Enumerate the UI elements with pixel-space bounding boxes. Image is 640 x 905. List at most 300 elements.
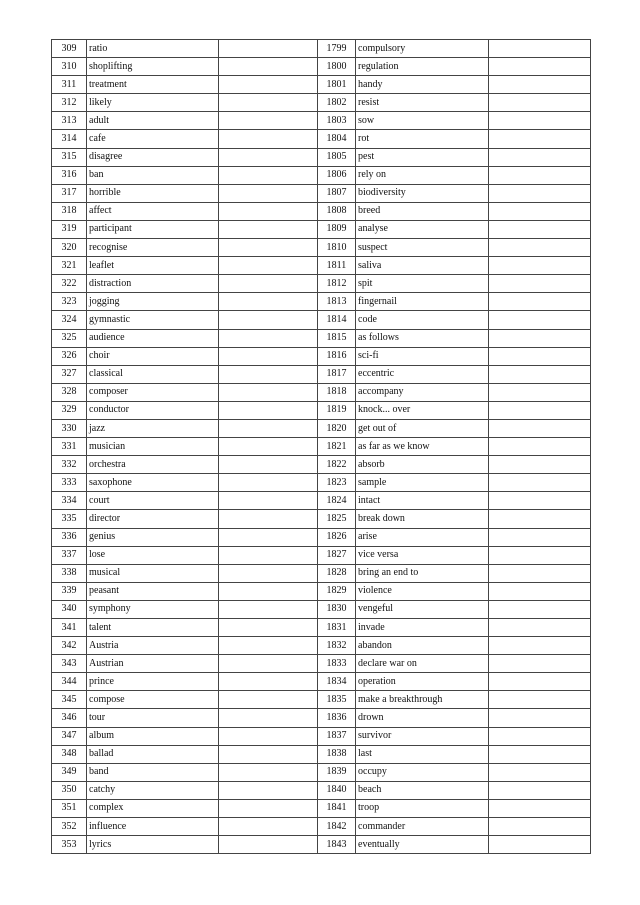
table-row xyxy=(52,619,591,637)
right-word-cell: eccentric xyxy=(356,365,489,383)
left-blank-cell xyxy=(219,130,318,148)
left-number-cell: 330 xyxy=(52,419,87,437)
table-row xyxy=(52,365,591,383)
right-blank-cell xyxy=(489,691,591,709)
right-word-cell: abandon xyxy=(356,637,489,655)
table-row xyxy=(52,383,591,401)
left-number-cell: 309 xyxy=(52,40,87,58)
left-number-cell: 341 xyxy=(52,619,87,637)
right-word-cell: code xyxy=(356,311,489,329)
left-blank-cell xyxy=(219,293,318,311)
table-row xyxy=(52,799,591,817)
table-row xyxy=(52,94,591,112)
right-blank-cell xyxy=(489,148,591,166)
right-word-cell: sow xyxy=(356,112,489,130)
left-number-cell: 331 xyxy=(52,438,87,456)
right-word-cell: occupy xyxy=(356,763,489,781)
left-word-cell: lose xyxy=(87,546,219,564)
right-number-cell: 1818 xyxy=(318,383,356,401)
right-blank-cell xyxy=(489,745,591,763)
right-blank-cell xyxy=(489,329,591,347)
left-blank-cell xyxy=(219,383,318,401)
left-word-cell: disagree xyxy=(87,148,219,166)
right-number-cell: 1833 xyxy=(318,655,356,673)
right-number-cell: 1827 xyxy=(318,546,356,564)
right-number-cell: 1823 xyxy=(318,474,356,492)
left-number-cell: 342 xyxy=(52,637,87,655)
left-blank-cell xyxy=(219,836,318,854)
table-row xyxy=(52,293,591,311)
left-blank-cell xyxy=(219,745,318,763)
left-number-cell: 326 xyxy=(52,347,87,365)
vocabulary-table xyxy=(51,39,591,854)
right-word-cell: accompany xyxy=(356,383,489,401)
right-number-cell: 1826 xyxy=(318,528,356,546)
left-blank-cell xyxy=(219,727,318,745)
left-word-cell: symphony xyxy=(87,600,219,618)
table-row xyxy=(52,709,591,727)
right-word-cell: troop xyxy=(356,799,489,817)
left-word-cell: treatment xyxy=(87,76,219,94)
left-word-cell: participant xyxy=(87,220,219,238)
table-row xyxy=(52,673,591,691)
right-blank-cell xyxy=(489,456,591,474)
right-blank-cell xyxy=(489,76,591,94)
right-blank-cell xyxy=(489,637,591,655)
left-number-cell: 327 xyxy=(52,365,87,383)
left-blank-cell xyxy=(219,94,318,112)
left-blank-cell xyxy=(219,564,318,582)
right-word-cell: pest xyxy=(356,148,489,166)
right-word-cell: rely on xyxy=(356,166,489,184)
table-row xyxy=(52,112,591,130)
left-blank-cell xyxy=(219,709,318,727)
table-row xyxy=(52,637,591,655)
left-blank-cell xyxy=(219,510,318,528)
table-row xyxy=(52,727,591,745)
right-number-cell: 1799 xyxy=(318,40,356,58)
right-number-cell: 1840 xyxy=(318,781,356,799)
left-number-cell: 311 xyxy=(52,76,87,94)
table-row xyxy=(52,275,591,293)
left-word-cell: ratio xyxy=(87,40,219,58)
table-row xyxy=(52,166,591,184)
right-blank-cell xyxy=(489,474,591,492)
left-blank-cell xyxy=(219,311,318,329)
right-word-cell: knock... over xyxy=(356,401,489,419)
right-word-cell: bring an end to xyxy=(356,564,489,582)
left-word-cell: audience xyxy=(87,329,219,347)
right-number-cell: 1832 xyxy=(318,637,356,655)
table-row xyxy=(52,655,591,673)
left-blank-cell xyxy=(219,166,318,184)
right-number-cell: 1819 xyxy=(318,401,356,419)
left-word-cell: tour xyxy=(87,709,219,727)
table-row xyxy=(52,456,591,474)
table-row xyxy=(52,745,591,763)
left-word-cell: genius xyxy=(87,528,219,546)
right-blank-cell xyxy=(489,818,591,836)
left-word-cell: cafe xyxy=(87,130,219,148)
left-word-cell: adult xyxy=(87,112,219,130)
left-number-cell: 321 xyxy=(52,257,87,275)
table-row xyxy=(52,691,591,709)
left-word-cell: recognise xyxy=(87,239,219,257)
left-blank-cell xyxy=(219,239,318,257)
right-word-cell: handy xyxy=(356,76,489,94)
right-word-cell: drown xyxy=(356,709,489,727)
left-number-cell: 346 xyxy=(52,709,87,727)
table-row xyxy=(52,76,591,94)
table-row xyxy=(52,401,591,419)
table-row xyxy=(52,818,591,836)
left-blank-cell xyxy=(219,347,318,365)
left-word-cell: court xyxy=(87,492,219,510)
table-row xyxy=(52,474,591,492)
right-blank-cell xyxy=(489,166,591,184)
right-number-cell: 1825 xyxy=(318,510,356,528)
right-blank-cell xyxy=(489,492,591,510)
right-number-cell: 1802 xyxy=(318,94,356,112)
left-word-cell: musical xyxy=(87,564,219,582)
left-number-cell: 351 xyxy=(52,799,87,817)
right-word-cell: arise xyxy=(356,528,489,546)
right-word-cell: spit xyxy=(356,275,489,293)
table-row xyxy=(52,220,591,238)
left-blank-cell xyxy=(219,799,318,817)
left-number-cell: 316 xyxy=(52,166,87,184)
table-row xyxy=(52,347,591,365)
table-row xyxy=(52,836,591,854)
right-number-cell: 1804 xyxy=(318,130,356,148)
right-word-cell: compulsory xyxy=(356,40,489,58)
left-word-cell: orchestra xyxy=(87,456,219,474)
left-blank-cell xyxy=(219,257,318,275)
right-word-cell: rot xyxy=(356,130,489,148)
left-blank-cell xyxy=(219,546,318,564)
right-number-cell: 1809 xyxy=(318,220,356,238)
left-word-cell: complex xyxy=(87,799,219,817)
left-blank-cell xyxy=(219,202,318,220)
right-blank-cell xyxy=(489,673,591,691)
table-row xyxy=(52,528,591,546)
right-blank-cell xyxy=(489,763,591,781)
left-word-cell: gymnastic xyxy=(87,311,219,329)
right-blank-cell xyxy=(489,347,591,365)
left-blank-cell xyxy=(219,220,318,238)
left-blank-cell xyxy=(219,528,318,546)
left-number-cell: 333 xyxy=(52,474,87,492)
right-number-cell: 1829 xyxy=(318,582,356,600)
right-number-cell: 1830 xyxy=(318,600,356,618)
left-blank-cell xyxy=(219,619,318,637)
right-word-cell: breed xyxy=(356,202,489,220)
table-row xyxy=(52,130,591,148)
table-row xyxy=(52,202,591,220)
left-blank-cell xyxy=(219,148,318,166)
right-word-cell: beach xyxy=(356,781,489,799)
right-blank-cell xyxy=(489,184,591,202)
left-number-cell: 325 xyxy=(52,329,87,347)
right-number-cell: 1836 xyxy=(318,709,356,727)
left-number-cell: 352 xyxy=(52,818,87,836)
left-blank-cell xyxy=(219,673,318,691)
right-word-cell: sample xyxy=(356,474,489,492)
right-number-cell: 1834 xyxy=(318,673,356,691)
left-number-cell: 349 xyxy=(52,763,87,781)
right-number-cell: 1822 xyxy=(318,456,356,474)
left-word-cell: distraction xyxy=(87,275,219,293)
right-blank-cell xyxy=(489,600,591,618)
left-number-cell: 334 xyxy=(52,492,87,510)
right-number-cell: 1817 xyxy=(318,365,356,383)
right-blank-cell xyxy=(489,799,591,817)
left-word-cell: album xyxy=(87,727,219,745)
right-word-cell: declare war on xyxy=(356,655,489,673)
right-blank-cell xyxy=(489,619,591,637)
table-row xyxy=(52,184,591,202)
table-row xyxy=(52,58,591,76)
left-number-cell: 312 xyxy=(52,94,87,112)
left-word-cell: jazz xyxy=(87,419,219,437)
right-blank-cell xyxy=(489,112,591,130)
left-word-cell: director xyxy=(87,510,219,528)
left-word-cell: saxophone xyxy=(87,474,219,492)
left-number-cell: 323 xyxy=(52,293,87,311)
left-blank-cell xyxy=(219,76,318,94)
right-word-cell: invade xyxy=(356,619,489,637)
left-blank-cell xyxy=(219,818,318,836)
right-blank-cell xyxy=(489,311,591,329)
right-number-cell: 1803 xyxy=(318,112,356,130)
left-number-cell: 315 xyxy=(52,148,87,166)
right-blank-cell xyxy=(489,709,591,727)
left-number-cell: 310 xyxy=(52,58,87,76)
left-word-cell: catchy xyxy=(87,781,219,799)
left-number-cell: 347 xyxy=(52,727,87,745)
left-word-cell: talent xyxy=(87,619,219,637)
left-word-cell: Austria xyxy=(87,637,219,655)
table-row xyxy=(52,582,591,600)
left-word-cell: lyrics xyxy=(87,836,219,854)
left-number-cell: 353 xyxy=(52,836,87,854)
right-word-cell: get out of xyxy=(356,419,489,437)
left-number-cell: 329 xyxy=(52,401,87,419)
right-blank-cell xyxy=(489,40,591,58)
right-number-cell: 1806 xyxy=(318,166,356,184)
right-number-cell: 1807 xyxy=(318,184,356,202)
right-word-cell: eventually xyxy=(356,836,489,854)
table-row xyxy=(52,600,591,618)
right-word-cell: last xyxy=(356,745,489,763)
right-blank-cell xyxy=(489,383,591,401)
right-number-cell: 1839 xyxy=(318,763,356,781)
left-number-cell: 335 xyxy=(52,510,87,528)
right-word-cell: intact xyxy=(356,492,489,510)
left-blank-cell xyxy=(219,112,318,130)
left-word-cell: band xyxy=(87,763,219,781)
left-word-cell: peasant xyxy=(87,582,219,600)
right-word-cell: violence xyxy=(356,582,489,600)
right-number-cell: 1812 xyxy=(318,275,356,293)
left-blank-cell xyxy=(219,365,318,383)
left-blank-cell xyxy=(219,655,318,673)
right-blank-cell xyxy=(489,401,591,419)
table-row xyxy=(52,257,591,275)
right-number-cell: 1828 xyxy=(318,564,356,582)
left-number-cell: 343 xyxy=(52,655,87,673)
left-word-cell: jogging xyxy=(87,293,219,311)
right-number-cell: 1808 xyxy=(318,202,356,220)
right-blank-cell xyxy=(489,257,591,275)
right-blank-cell xyxy=(489,510,591,528)
left-number-cell: 344 xyxy=(52,673,87,691)
left-blank-cell xyxy=(219,275,318,293)
left-number-cell: 319 xyxy=(52,220,87,238)
left-word-cell: musician xyxy=(87,438,219,456)
table-row xyxy=(52,781,591,799)
right-word-cell: vengeful xyxy=(356,600,489,618)
left-blank-cell xyxy=(219,492,318,510)
right-word-cell: regulation xyxy=(356,58,489,76)
right-word-cell: commander xyxy=(356,818,489,836)
right-number-cell: 1800 xyxy=(318,58,356,76)
left-number-cell: 320 xyxy=(52,239,87,257)
right-word-cell: fingernail xyxy=(356,293,489,311)
right-blank-cell xyxy=(489,130,591,148)
left-word-cell: influence xyxy=(87,818,219,836)
left-word-cell: leaflet xyxy=(87,257,219,275)
right-word-cell: break down xyxy=(356,510,489,528)
left-blank-cell xyxy=(219,184,318,202)
right-blank-cell xyxy=(489,94,591,112)
left-blank-cell xyxy=(219,474,318,492)
right-word-cell: suspect xyxy=(356,239,489,257)
right-number-cell: 1813 xyxy=(318,293,356,311)
left-number-cell: 332 xyxy=(52,456,87,474)
right-number-cell: 1838 xyxy=(318,745,356,763)
left-word-cell: ballad xyxy=(87,745,219,763)
left-blank-cell xyxy=(219,456,318,474)
left-blank-cell xyxy=(219,600,318,618)
right-blank-cell xyxy=(489,528,591,546)
left-number-cell: 345 xyxy=(52,691,87,709)
right-word-cell: saliva xyxy=(356,257,489,275)
table-row xyxy=(52,40,591,58)
right-number-cell: 1837 xyxy=(318,727,356,745)
left-blank-cell xyxy=(219,781,318,799)
table-row xyxy=(52,510,591,528)
left-word-cell: classical xyxy=(87,365,219,383)
left-word-cell: affect xyxy=(87,202,219,220)
left-word-cell: shoplifting xyxy=(87,58,219,76)
table-row xyxy=(52,438,591,456)
right-blank-cell xyxy=(489,727,591,745)
right-blank-cell xyxy=(489,419,591,437)
right-number-cell: 1820 xyxy=(318,419,356,437)
right-word-cell: analyse xyxy=(356,220,489,238)
table-row xyxy=(52,763,591,781)
left-number-cell: 317 xyxy=(52,184,87,202)
table-row xyxy=(52,546,591,564)
left-number-cell: 313 xyxy=(52,112,87,130)
left-number-cell: 338 xyxy=(52,564,87,582)
right-blank-cell xyxy=(489,781,591,799)
table-row xyxy=(52,564,591,582)
left-word-cell: ban xyxy=(87,166,219,184)
table-row xyxy=(52,148,591,166)
right-blank-cell xyxy=(489,655,591,673)
left-number-cell: 350 xyxy=(52,781,87,799)
left-word-cell: conductor xyxy=(87,401,219,419)
right-word-cell: as far as we know xyxy=(356,438,489,456)
table-row xyxy=(52,492,591,510)
table-row xyxy=(52,329,591,347)
right-number-cell: 1815 xyxy=(318,329,356,347)
right-number-cell: 1824 xyxy=(318,492,356,510)
left-word-cell: composer xyxy=(87,383,219,401)
left-blank-cell xyxy=(219,691,318,709)
left-number-cell: 336 xyxy=(52,528,87,546)
right-blank-cell xyxy=(489,239,591,257)
left-number-cell: 340 xyxy=(52,600,87,618)
right-word-cell: sci-fi xyxy=(356,347,489,365)
right-blank-cell xyxy=(489,546,591,564)
left-blank-cell xyxy=(219,329,318,347)
right-number-cell: 1801 xyxy=(318,76,356,94)
table-row xyxy=(52,311,591,329)
left-number-cell: 328 xyxy=(52,383,87,401)
right-word-cell: absorb xyxy=(356,456,489,474)
left-word-cell: likely xyxy=(87,94,219,112)
left-number-cell: 348 xyxy=(52,745,87,763)
left-blank-cell xyxy=(219,58,318,76)
left-blank-cell xyxy=(219,763,318,781)
right-number-cell: 1814 xyxy=(318,311,356,329)
left-blank-cell xyxy=(219,637,318,655)
left-word-cell: horrible xyxy=(87,184,219,202)
right-number-cell: 1816 xyxy=(318,347,356,365)
table-row xyxy=(52,419,591,437)
right-number-cell: 1841 xyxy=(318,799,356,817)
left-word-cell: choir xyxy=(87,347,219,365)
vocabulary-table-body xyxy=(52,40,591,854)
left-number-cell: 337 xyxy=(52,546,87,564)
left-word-cell: prince xyxy=(87,673,219,691)
right-number-cell: 1835 xyxy=(318,691,356,709)
right-word-cell: survivor xyxy=(356,727,489,745)
right-word-cell: vice versa xyxy=(356,546,489,564)
right-number-cell: 1843 xyxy=(318,836,356,854)
right-blank-cell xyxy=(489,220,591,238)
left-number-cell: 322 xyxy=(52,275,87,293)
right-number-cell: 1831 xyxy=(318,619,356,637)
left-blank-cell xyxy=(219,419,318,437)
table-row xyxy=(52,239,591,257)
left-number-cell: 339 xyxy=(52,582,87,600)
right-word-cell: biodiversity xyxy=(356,184,489,202)
left-word-cell: compose xyxy=(87,691,219,709)
left-blank-cell xyxy=(219,401,318,419)
right-word-cell: resist xyxy=(356,94,489,112)
left-word-cell: Austrian xyxy=(87,655,219,673)
right-blank-cell xyxy=(489,836,591,854)
right-number-cell: 1810 xyxy=(318,239,356,257)
left-number-cell: 324 xyxy=(52,311,87,329)
right-blank-cell xyxy=(489,58,591,76)
left-number-cell: 318 xyxy=(52,202,87,220)
right-blank-cell xyxy=(489,582,591,600)
